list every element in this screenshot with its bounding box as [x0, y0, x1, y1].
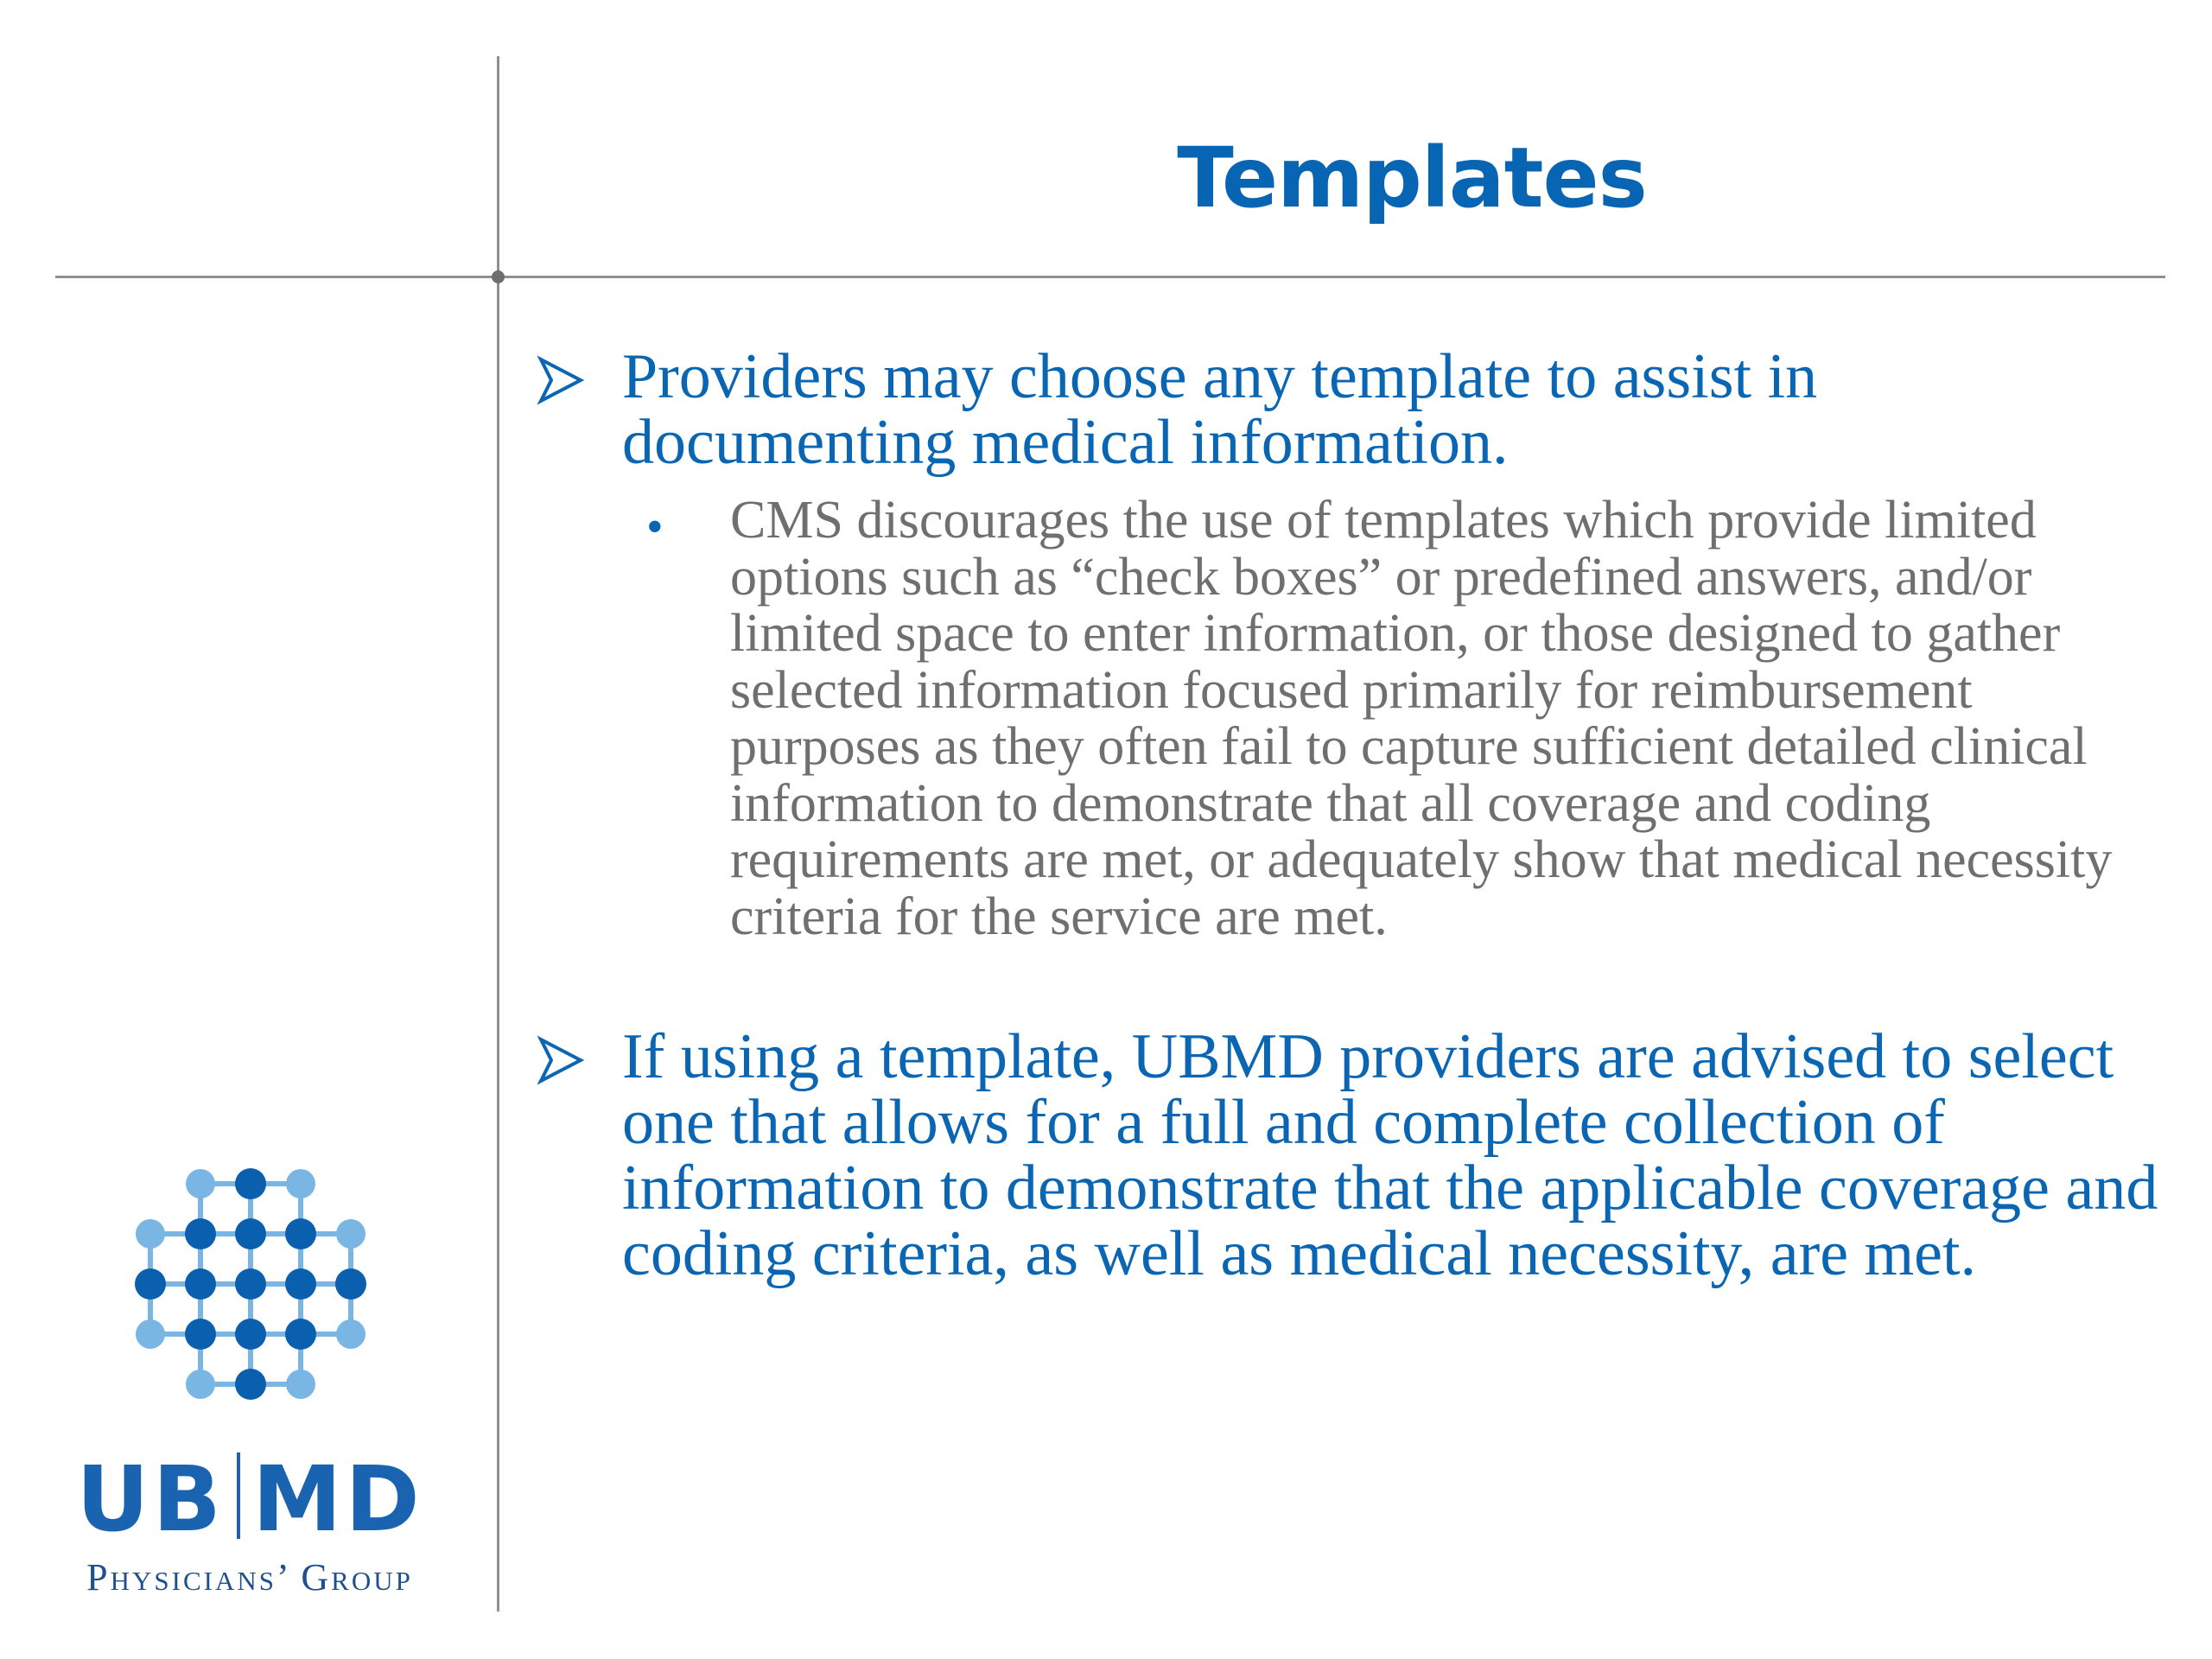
dot-grid-logo-icon	[121, 1149, 380, 1408]
rule-junction	[492, 270, 505, 283]
horizontal-rule	[55, 276, 2165, 278]
brand-tagline: Physicians’ Group	[86, 1556, 413, 1599]
brand-name-left: UB	[76, 1446, 225, 1552]
sub-bullet-1	[646, 493, 2167, 945]
bullet-2	[536, 1021, 2160, 1289]
bullet-2-text: If using a template, UBMD providers are advised to select one that allows for a full and complete collection of information to demonstrate that the applicable coverage and coding criteria, as well as medical necessity, are met.	[622, 1021, 2158, 1289]
slide-title: Templates	[1177, 130, 1647, 226]
arrow-bullet-icon	[536, 1034, 588, 1086]
vertical-rule	[497, 56, 499, 1611]
arrow-bullet-icon	[536, 354, 588, 406]
sub-bullet-dot: •	[646, 500, 664, 554]
brand-name-right: MD	[251, 1446, 423, 1552]
sub-bullet-1-text: CMS discourages the use of templates which provide limited options such as “check boxes” or predefined answers, and/or limited space to enter information, or those designed to gather selected information focused primarily for reimbursement purposes as they often fail to capture sufficient detailed clinical information to demonstrate that all coverage and coding requirements are met, or adequately show that medical necessity criteria for the service are met.	[730, 491, 2113, 946]
brand-name	[0, 1446, 499, 1552]
bullet-1-text: Providers may choose any template to assist in documenting medical information.	[622, 341, 1818, 478]
brand-separator	[237, 1452, 240, 1539]
bullet-1	[536, 341, 2160, 478]
